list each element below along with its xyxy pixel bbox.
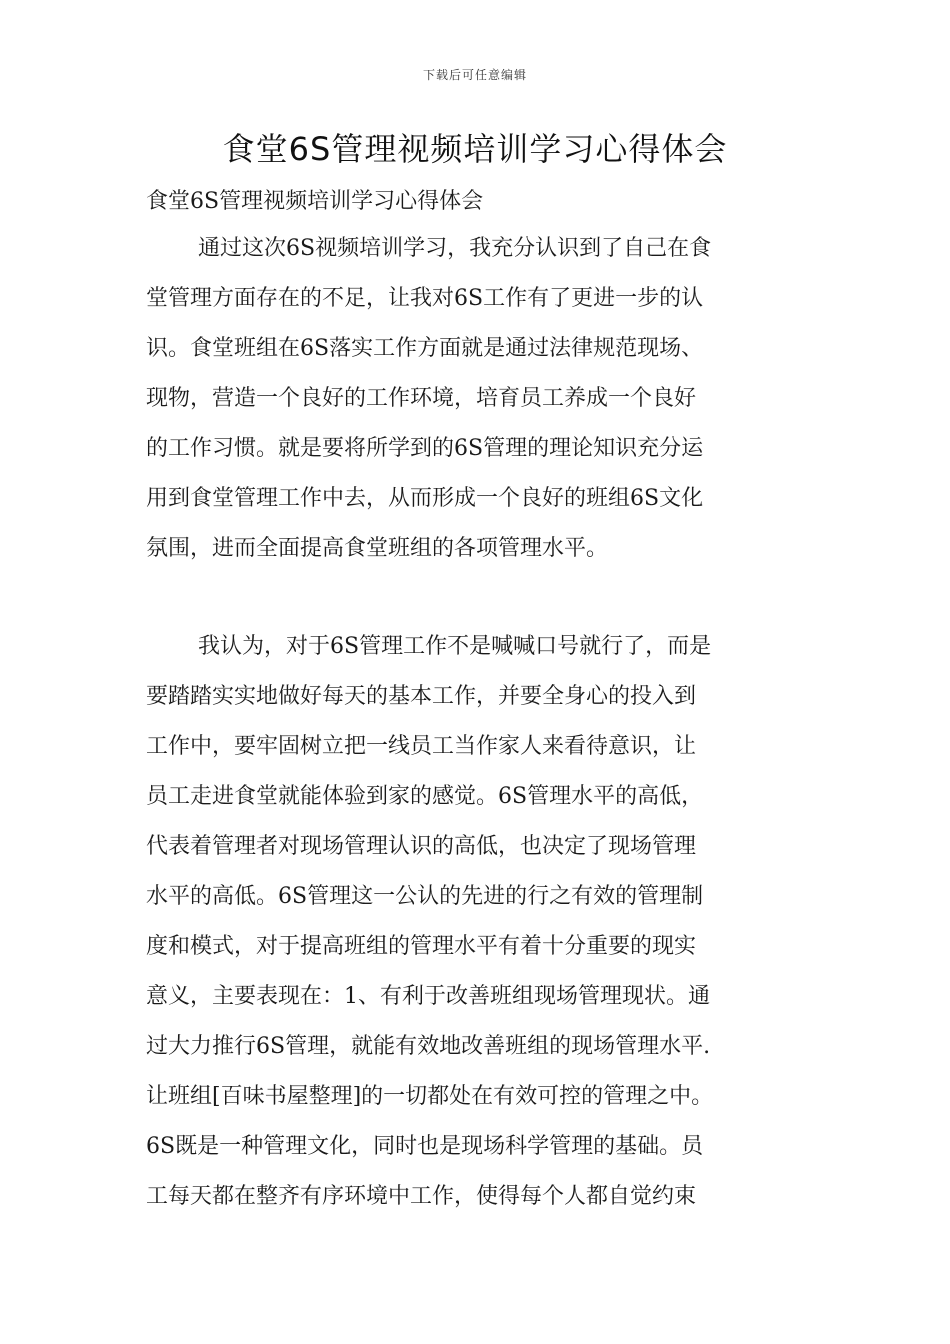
paragraph-line: 的工作习惯。就是要将所学到的6S管理的理论知识充分运 <box>146 436 704 461</box>
paragraph-line: 度和模式，对于提高班组的管理水平有着十分重要的现实 <box>146 934 697 959</box>
paragraph-line: 现物，营造一个良好的工作环境，培育员工养成一个良好 <box>146 386 697 411</box>
paragraph-line: 要踏踏实实地做好每天的基本工作，并要全身心的投入到 <box>146 684 697 709</box>
paragraph-line: 堂管理方面存在的不足，让我对6S工作有了更进一步的认 <box>146 286 704 311</box>
paragraph-line: 氛围，进而全面提高食堂班组的各项管理水平。 <box>146 536 609 561</box>
paragraph-line: 水平的高低。6S管理这一公认的先进的行之有效的管理制 <box>146 884 704 909</box>
document-subtitle: 食堂6S管理视频培训学习心得体会 <box>146 189 484 214</box>
paragraph-line: 工每天都在整齐有序环境中工作，使得每个人都自觉约束 <box>146 1184 697 1209</box>
paragraph-line: 员工走进食堂就能体验到家的感觉。6S管理水平的高低， <box>146 784 704 809</box>
paragraph-line: 识。食堂班组在6S落实工作方面就是通过法律规范现场、 <box>146 336 704 361</box>
header-note: 下载后可任意编辑 <box>422 68 527 82</box>
paragraph-line: 代表着管理者对现场管理认识的高低，也决定了现场管理 <box>146 834 697 859</box>
paragraph-line: 用到食堂管理工作中去，从而形成一个良好的班组6S文化 <box>146 486 704 511</box>
paragraph-line: 过大力推行6S管理，就能有效地改善班组的现场管理水平. <box>146 1034 711 1059</box>
paragraph-line: 我认为，对于6S管理工作不是喊喊口号就行了，而是 <box>198 634 712 659</box>
paragraph-line: 6S既是一种管理文化，同时也是现场科学管理的基础。员 <box>146 1134 704 1159</box>
document-title: 食堂6S管理视频培训学习心得体会 <box>222 130 728 168</box>
paragraph-line: 通过这次6S视频培训学习，我充分认识到了自己在食 <box>198 236 712 261</box>
paragraph-line: 意义，主要表现在：1、有利于改善班组现场管理现状。通 <box>146 984 710 1009</box>
paragraph-line: 工作中，要牢固树立把一线员工当作家人来看待意识，让 <box>146 734 697 759</box>
paragraph <box>146 622 816 1222</box>
paragraph <box>146 224 816 574</box>
paragraph-line: 让班组[百味书屋整理]的一切都处在有效可控的管理之中。 <box>146 1084 714 1109</box>
